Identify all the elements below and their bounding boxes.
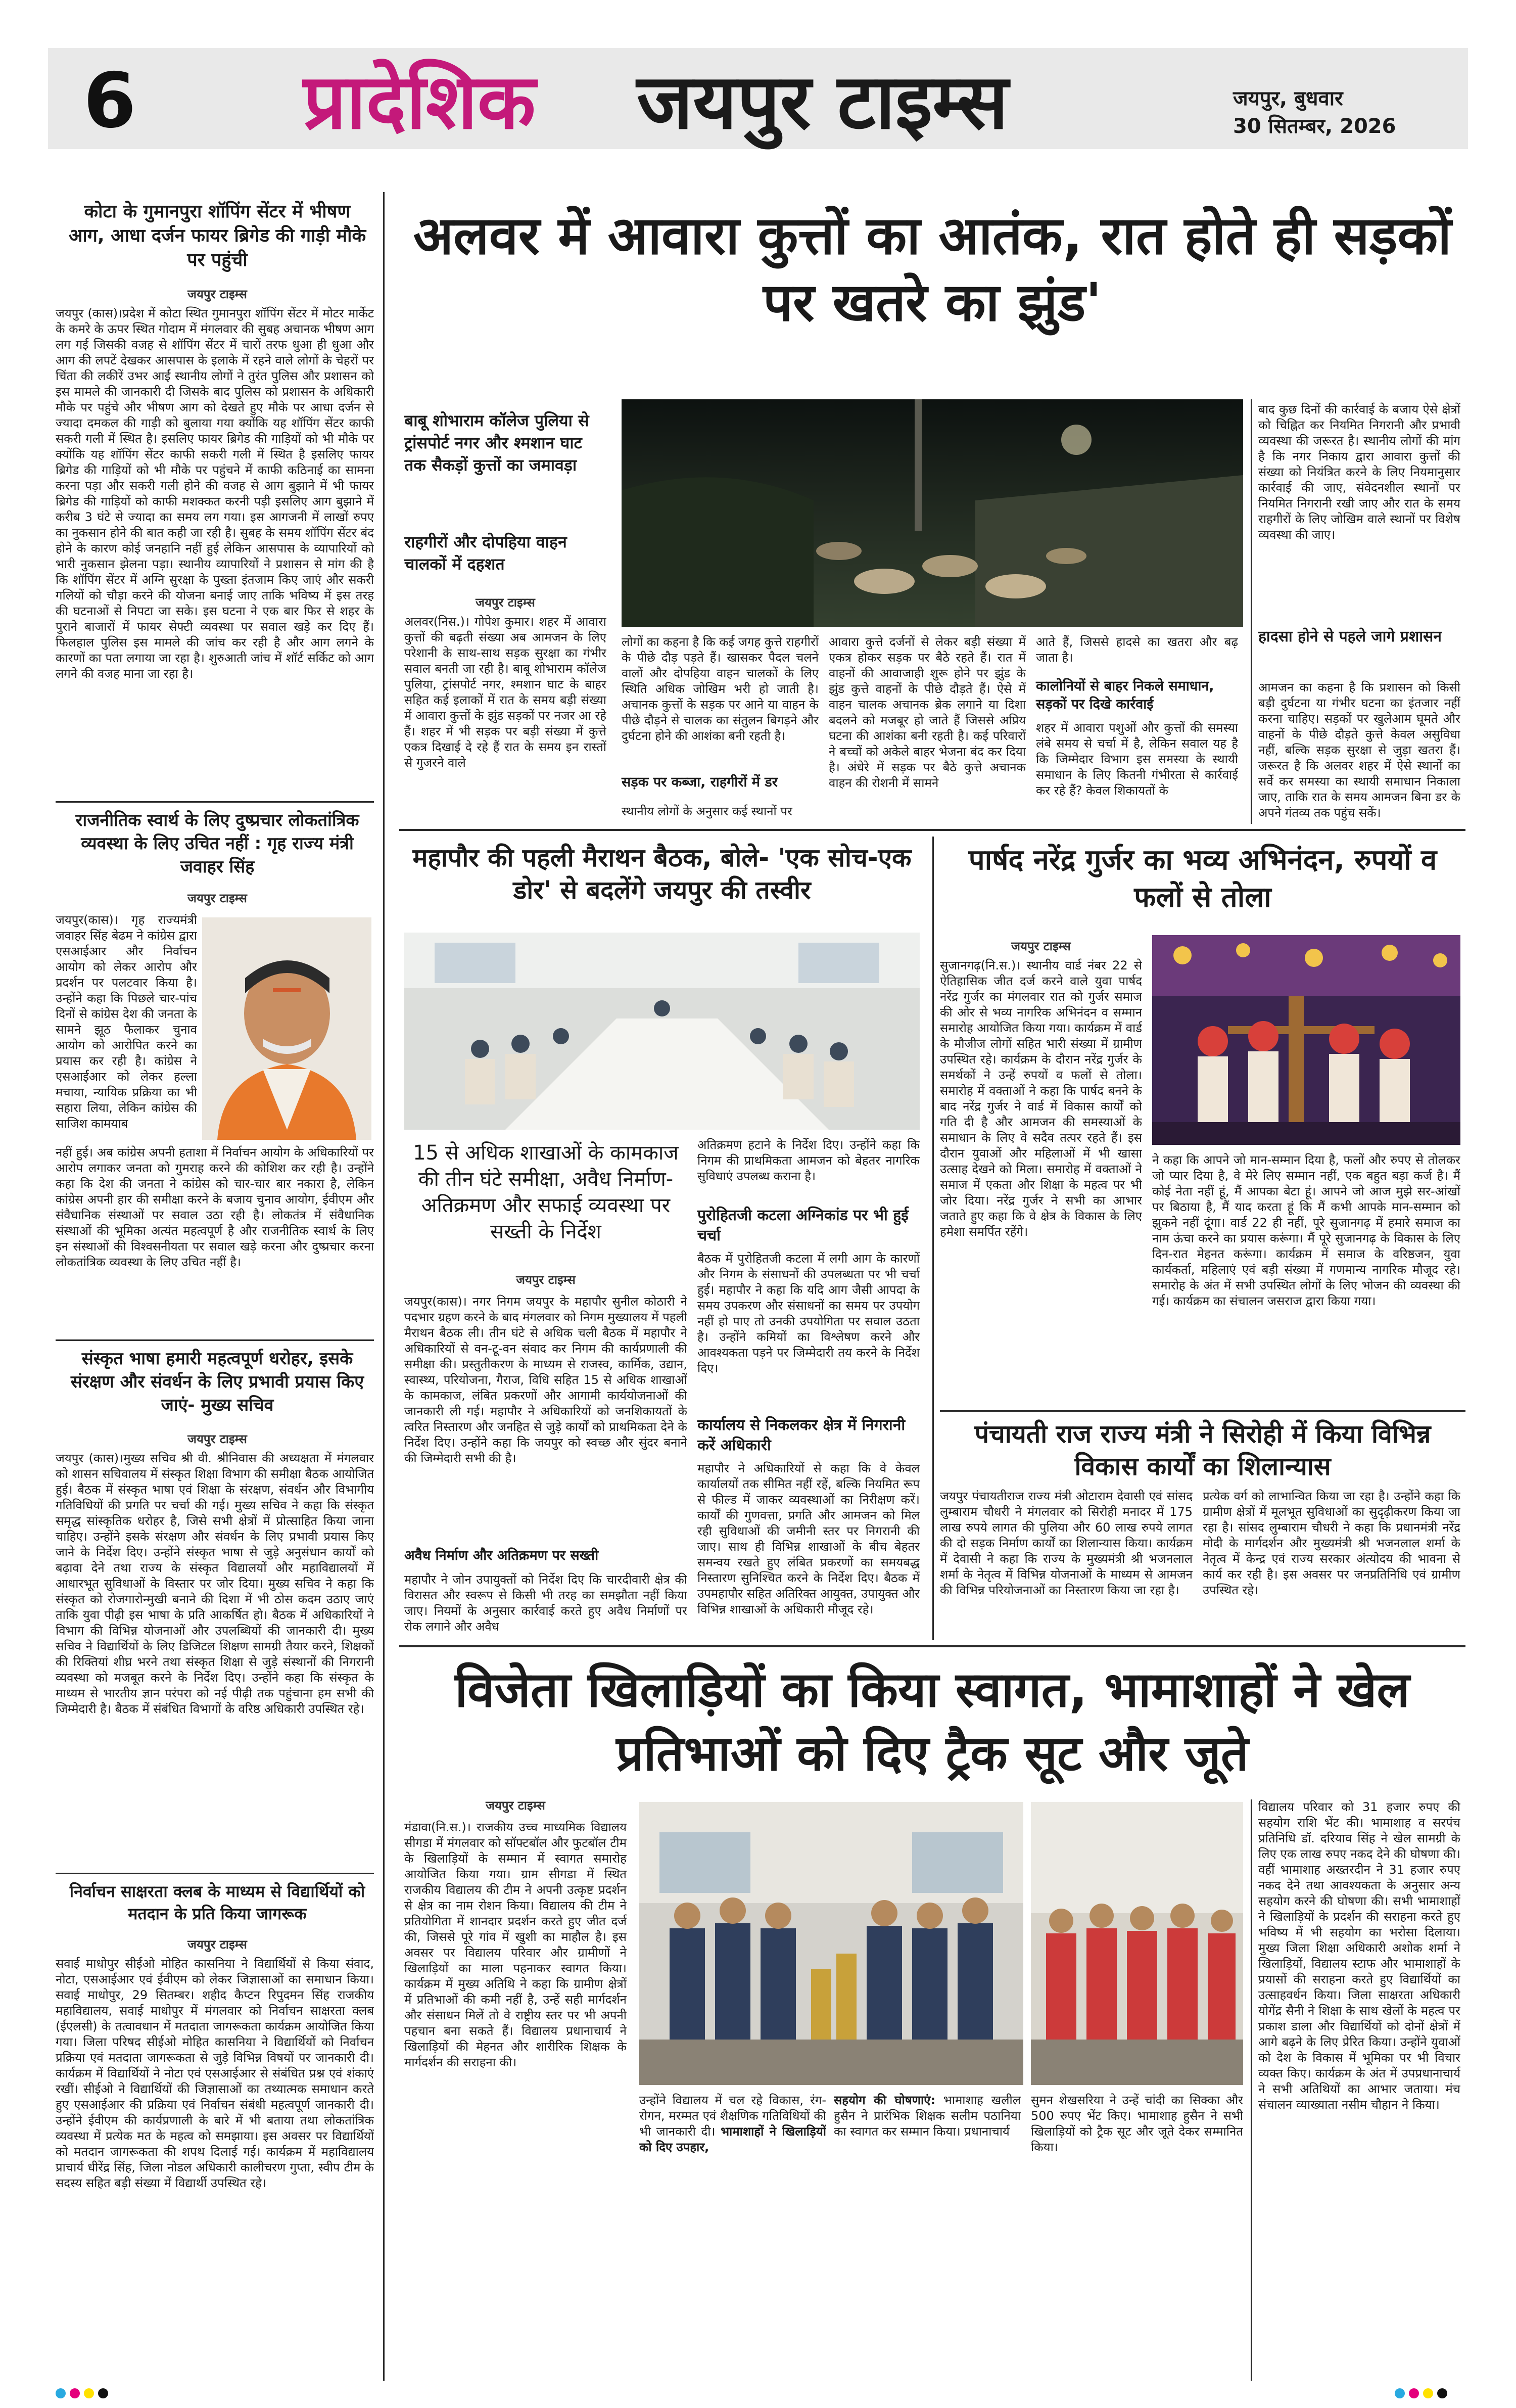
vijeta-headline: विजेता खिलाड़ियों का किया स्वागत, भामाशाहों ने खेल प्रतिभाओं को दिए ट्रैक सूट और जूते — [455, 1661, 1410, 1782]
divider — [940, 1410, 1465, 1412]
sanskrit-body: जयपुर (कास)।मुख्य सचिव श्री वी. श्रीनिवास की अध्यक्षता में मंगलवार को शासन सचिवालय में संस्कृत शिक्षा विभाग की समीक्षा बैठक आयोजित हुई। बैठक में संस्कृत भाषा एवं शिक्षा के संरक्षण, संवर्धन और विभागीय गतिविधियों की प्रगति पर चर्चा की गई। मुख्य सचिव ने कहा कि संस्कृत समृद्ध सांस्कृतिक धरोहर है, जिसे सभी क्षेत्रों में प्रोत्साहित किया जाना चाहिए। उन्होंने इसके संरक्षण और संवर्धन के लिए प्रभावी प्रयास किए जाने के निर्देश दिए। उन्होंने संस्कृत भाषा से जुड़े अनुसंधान कार्यों को बढ़ावा देने तथा राज्य के संस्कृत विद्यालयों और महाविद्यालयों में आधारभूत सुविधाओं के विस्तार पर जोर दिया। मुख्य सचिव ने कहा कि संस्कृत को रोजगारोन्मुखी बनाने की दिशा में भी ठोस कदम उठाए जाएं ताकि युवा पीढ़ी इस भाषा के प्रति आकर्षित हो। बैठक में अधिकारियों ने विभाग की विभिन्न योजनाओं और उपलब्धियों की जानकारी दी। मुख्य सचिव ने विद्यार्थियों के लिए डिजिटल शिक्षण सामग्री तैयार करने, शिक्षकों की रिक्तियां शीघ्र भरने तथा संस्कृत शिक्षा से जुड़े संस्थानों की निगरानी व्यवस्था को मजबूत करने के निर्देश दिए। उन्होंने कहा कि संस्कृत के माध्यम से भारतीय ज्ञान परंपरा को नई पीढ़ी तक पहुंचाना हम सभी की जिम्मेदारी है। बैठक में संबंधित विभागों के वरिष्ठ अधिकारी उपस्थित रहे। — [56, 1451, 374, 1716]
divider — [56, 1339, 374, 1341]
vijeta-caption-3: सुमन शेखसरिया ने उन्हें चांदी का सिक्का और 500 रुपए भेंट किए। भामाशाह हुसैन ने सभी खिलाड़ियों को ट्रैक सूट और जूते देकर सम्मानित किया। — [1031, 2093, 1243, 2154]
vijeta-caption-2-head: सहयोग की घोषणाएं: — [834, 2093, 936, 2107]
paper-name: जयपुर टाइम्स — [637, 58, 1009, 146]
nirvachan-headline: निर्वाचन साक्षरता क्लब के माध्यम से विद्यार्थियों को मतदान के प्रति किया जागरूक — [69, 1882, 365, 1923]
mayor-subhead: 15 से अधिक शाखाओं के कामकाज की तीन घंटे समीक्षा, अवैध निर्माण-अतिक्रमण और सफाई व्यवस्था पर सख्ती के निर्देश — [413, 1141, 679, 1243]
mayor-byline: जयपुर टाइम्स — [516, 1273, 576, 1287]
kota-headline: कोटा के गुमानपुरा शॉपिंग सेंटर में भीषण आग, आधा दर्जन फायर ब्रिगेड की गाड़ी मौके पर पहुंची — [68, 201, 366, 270]
section-divider — [399, 1645, 1465, 1647]
minister-photo — [202, 917, 371, 1140]
vijeta-caption-1 — [639, 2093, 826, 2168]
sanskrit-headline: संस्कृत भाषा हमारी महत्वपूर्ण धरोहर, इसके संरक्षण और संवर्धन के लिए प्रभावी प्रयास किए जाएं- मुख्य सचिव — [70, 1349, 364, 1415]
panchayat-col1: जयपुर पंचायतीराज राज्य मंत्री ओटाराम देवासी एवं सांसद लुम्बाराम चौधरी ने मंगलवार को सिरोही मनादर में 175 लाख रुपये लागत की पुलिया और 60 लाख रुपये लागत की दो सड़क निर्माण कार्यों का शिलान्यास किया। कार्यक्रम में देवासी ने कहा कि राज्य के मुख्यमंत्री श्री भजनलाल शर्मा के नेतृत्व में विभिन्न योजनाओं के माध्यम से आमजन की विभिन्न परियोजनाओं का निस्तारण किया जा रहा है। — [940, 1489, 1193, 1597]
players-photo-1 — [639, 1802, 1023, 2085]
alwar-col3: आवारा कुत्ते दर्जनों से लेकर बड़ी संख्या में एकत्र होकर सड़क पर बैठे रहते हैं। रात में वाहनों की आवाजाही शुरू होने पर झुंड के झुंड कुत्ते वाहनों के पीछे दौड़ते हैं। ऐसे में वाहन चालक अचानक ब्रेक लगाने या दिशा बदलने को मजबूर हो जाते हैं जिससे अप्रिय घटना की आशंका बनी रहती है। कई परिवारों ने बच्चों को अकेले बाहर भेजना बंद कर दिया है। अंधेरे में सड़क पर बैठे कुत्ते अचानक वाहन की रोशनी में सामने — [829, 635, 1026, 790]
mayor-col1-end: महापौर ने जोन उपायुक्तों को निर्देश दिए कि चारदीवारी क्षेत्र की विरासत और स्वरूप से किसी भी तरह का समझौता नहीं किया जाए। नियमों के अनुसार कार्रवाई करते हुए अवैध निर्माणों पर रोक लगाने और अवैध — [404, 1572, 687, 1634]
section-title: प्रादेशिक — [303, 58, 536, 146]
mayor-headline: महापौर की पहली मैराथन बैठक, बोले- 'एक सोच-एक डोर' से बदलेंगे जयपुर की तस्वीर — [412, 843, 912, 905]
players-photo-2 — [1031, 1802, 1243, 2085]
jawahar-body-side: जयपुर(कास)। गृह राज्यमंत्री जवाहर सिंह बेढम ने कांग्रेस द्वारा एसआईआर और निर्वाचन आयोग को लेकर आरोप और प्रदर्शन पर पलटवार किया है। उन्होंने कहा कि पिछले चार-पांच दिनों से कांग्रेस देश की जनता के सामने झूठ फैलाकर चुनाव आयोग को आरोपित करने का प्रयास कर रही है। कांग्रेस ने एसआईआर को लेकर हल्ला मचाया, न्यायिक प्रक्रिया का भी सहारा लिया, लेकिन कांग्रेस की साजिश कामयाब — [56, 913, 197, 1131]
alwar-col2-subhead: सड़क पर कब्जा, राहगीरों में डर — [622, 774, 778, 790]
alwar-col2-end: स्थानीय लोगों के अनुसार कई स्थानों पर — [622, 804, 792, 818]
panchayat-col2: प्रत्येक वर्ग को लाभान्वित किया जा रहा है। उन्होंने कहा कि ग्रामीण क्षेत्रों में मूलभूत सुविधाओं का सुदृढ़ीकरण किया जा रहा है। सांसद लुम्बाराम चौधरी ने कहा कि प्रधानमंत्री नरेंद्र मोदी के मार्गदर्शन और मुख्यमंत्री श्री भजनलाल शर्मा के नेतृत्व में केन्द्र एवं राज्य सरकार अंत्योदय की भावना से कार्य कर रही है। इस अवसर पर जनप्रतिनिधि एवं ग्रामीण उपस्थित रहे। — [1203, 1489, 1460, 1597]
felicitation-photo — [1152, 935, 1460, 1145]
alwar-subhead-2: राहगीरों और दोपहिया वाहन चालकों में दहशत — [404, 532, 567, 574]
jawahar-headline: राजनीतिक स्वार्थ के लिए दुष्प्रचार लोकतांत्रिक व्यवस्था के लिए उचित नहीं : गृह राज्य मंत्री जवाहर सिंह — [75, 810, 359, 877]
column-divider — [1251, 1799, 1252, 2381]
divider — [56, 1873, 374, 1874]
alwar-col5: बाद कुछ दिनों की कार्रवाई के बजाय ऐसे क्षेत्रों को चिह्नित कर नियमित निगरानी और प्रभावी व्यवस्था की जरूरत है। स्थानीय लोगों की मांग है कि नगर निकाय द्वारा आवारा कुत्तों की संख्या को नियंत्रित करने के लिए नियमानुसार कार्रवाई की जाए, संवेदनशील स्थानों पर नियमित निगरानी रखी जाए और रात के समय राहगीरों के लिए जोखिम वाले स्थानों पर विशेष व्यवस्था की जाए। — [1258, 402, 1460, 542]
vijeta-caption-2 — [834, 2093, 1021, 2168]
column-divider — [1251, 399, 1252, 824]
header-date: 30 सितम्बर, 2026 — [1233, 115, 1396, 138]
mayor-col2-body-2: महापौर ने अधिकारियों से कहा कि वे केवल कार्यालयों तक सीमित नहीं रहें, बल्कि नियमित रूप से फील्ड में जाकर व्यवस्थाओं का निरीक्षण करें। कार्यों की गुणवत्ता, प्रगति और आमजन को मिल रही सुविधाओं की जमीनी स्तर पर निगरानी की जाए। साथ ही विभिन्न शाखाओं के बीच बेहतर समन्वय रखते हुए लंबित प्रकरणों का समयबद्ध निस्तारण सुनिश्चित करने के निर्देश दिए। बैठक में उपमहापौर सहित अतिरिक्त आयुक्त, उपायुक्त और विभिन्न शाखाओं के अधिकारी मौजूद रहे। — [697, 1461, 920, 1616]
alwar-headline: अलवर में आवारा कुत्तों का आतंक, रात होते ही सड़कों पर खतरे का झुंड' — [413, 205, 1452, 333]
mayor-col1: जयपुर(कास)। नगर निगम जयपुर के महापौर सुनील कोठारी ने पदभार ग्रहण करने के बाद मंगलवार को निगम मुख्यालय में पहली मैराथन बैठक ली। तीन घंटे से अधिक चली बैठक में महापौर ने अधिकारियों से वन-टू-वन संवाद कर निगम की कार्यप्रणाली की समीक्षा की। प्रस्तुतीकरण के माध्यम से राजस्व, कार्मिक, उद्यान, स्वास्थ्य, परियोजना, गैराज, विधि सहित 15 से अधिक शाखाओं के कामकाज, लंबित प्रकरणों और आगामी कार्ययोजनाओं की जानकारी ली गई। महापौर ने अधिकारियों को जनशिकायतों के त्वरित निस्तारण और जनहित से जुड़े कार्यों को प्राथमिकता देने के निर्देश दिए। उन्होंने कहा कि जयपुर को स्वच्छ और सुंदर बनाने की जिम्मेदारी सभी की है। — [404, 1294, 687, 1465]
parshad-byline: जयपुर टाइम्स — [1011, 939, 1071, 953]
vijeta-col5: विद्यालय परिवार को 31 हजार रुपए की सहयोग राशि भेंट की। भामाशाह व सरपंच प्रतिनिधि डॉ. दरियाव सिंह ने खेल सामग्री के लिए एक लाख रुपए नकद देने की घोषणा की। वहीं भामाशाह अख्तरदीन ने 31 हजार रुपए नकद देने तथा आवश्यकता के अनुसार अन्य सहयोग करने की घोषणा की। सभी भामाशाहों ने खिलाड़ियों के प्रदर्शन की सराहना करते हुए भविष्य में भी सहयोग का भरोसा दिलाया। मुख्य जिला शिक्षा अधिकारी अशोक शर्मा ने खिलाड़ियों, विद्यालय स्टाफ और भामाशाहों के प्रयासों की सराहना करते हुए विद्यार्थियों का उत्साहवर्धन किया। जिला साक्षरता अधिकारी योगेंद्र सैनी ने शिक्षा के साथ खेलों के महत्व पर प्रकाश डाला और विद्यार्थियों को दोनों क्षेत्रों में आगे बढ़ने के लिए प्रेरित किया। उन्होंने युवाओं को देश के विकास में भूमिका पर भी विचार व्यक्त किए। कार्यक्रम के अंत में उपप्रधानाचार्य ने सभी अतिथियों का आभार जताया। मंच संचालन व्याख्याता नसीम चौहान ने किया। — [1258, 1800, 1460, 2112]
alwar-col5-subhead: हादसा होने से पहले जागे प्रशासन — [1258, 628, 1442, 645]
alwar-col1: अलवर(निस.)। गोपेश कुमार। शहर में आवारा कुत्तों की बढ़ती संख्या अब आमजन के लिए परेशानी के साथ-साथ सड़क सुरक्षा का गंभीर सवाल बनती जा रही है। बाबू शोभाराम कॉलेज पुलिया, ट्रांसपोर्ट नगर, श्मशान घाट के बाहर सहित कई इलाकों में रात के समय बड़ी संख्या में आवारा कुत्तों के झुंड सड़कों पर नजर आ रहे हैं। शहर में भी सड़क पर बड़ी संख्या में कुत्ते एकत्र दिखाई दे रहे हैं रात के समय इन रास्तों से गुजरने वाले — [404, 615, 606, 770]
page-number: 6 — [83, 57, 136, 145]
kota-byline: जयपुर टाइम्स — [187, 287, 247, 301]
section-divider — [399, 829, 1465, 831]
alwar-col4-subhead: कालोनियों से बाहर निकले समाधान, सड़कों पर दिखे कार्रवाई — [1036, 678, 1214, 712]
mayor-col2-subhead-2: कार्यालय से निकलकर क्षेत्र में निगरानी करें अधिकारी — [697, 1416, 906, 1454]
nirvachan-byline: जयपुर टाइम्स — [187, 1937, 247, 1952]
parshad-col1: सुजानगढ़(नि.स.)। स्थानीय वार्ड नंबर 22 से ऐतिहासिक जीत दर्ज करने वाले युवा पार्षद नरेंद्र गुर्जर का मंगलवार रात को गुर्जर समाज की ओर से भव्य नागरिक अभिनंदन व सम्मान समारोह आयोजित किया गया। कार्यक्रम में वार्ड के मौजीज लोगों सहित भारी संख्या में ग्रामीण उपस्थित रहे। कार्यक्रम के दौरान नरेंद्र गुर्जर के समर्थकों ने उन्हें रुपयों व फलों से तोला। समारोह में वक्ताओं ने कहा कि पार्षद बनने के बाद नरेंद्र गुर्जर ने वार्ड में विकास कार्यों को गति दी है और आमजन की समस्याओं के समाधान के लिए वे सदैव तत्पर रहते हैं। इस दौरान युवाओं और महिलाओं में भी खासा उत्साह देखने को मिला। समारोह में वक्ताओं ने समाज में एकता और शिक्षा के महत्व पर भी जोर दिया। नरेंद्र गुर्जर ने सभी का आभार जताते हुए कहा कि वे क्षेत्र के विकास के लिए हमेशा समर्पित रहेंगे। — [940, 958, 1142, 1239]
jawahar-body: नहीं हुई। अब कांग्रेस अपनी हताशा में निर्वाचन आयोग के अधिकारियों पर आरोप लगाकर जनता को गुमराह करने की कोशिश कर रही है। उन्होंने कहा कि देश की जनता ने कांग्रेस को चार-चार बार नकारा है, लेकिन कांग्रेस अपनी हार की समीक्षा करने के बजाय चुनाव आयोग, ईवीएम और संवैधानिक संस्थाओं पर सवाल उठा रही है। लोकतंत्र में संवैधानिक संस्थाओं की भूमिका अत्यंत महत्वपूर्ण है और राजनीतिक स्वार्थ के लिए इन संस्थाओं की विश्वसनीयता पर सवाल खड़े करना और दुष्प्रचार करना लोकतांत्रिक व्यवस्था के लिए उचित नहीं है। — [56, 1145, 374, 1269]
meeting-photo — [404, 933, 920, 1130]
alwar-subhead-1: बाबू शोभाराम कॉलेज पुलिया से ट्रांसपोर्ट नगर और श्मशान घाट तक सैकड़ों कुत्तों का जमावड़ा — [404, 411, 589, 475]
sanskrit-byline: जयपुर टाइम्स — [187, 1432, 247, 1446]
alwar-col2: लोगों का कहना है कि कई जगह कुत्ते राहगीरों के पीछे दौड़ पड़ते हैं। खासकर पैदल चलने वालों और दोपहिया वाहन चालकों के लिए स्थिति अधिक जोखिम भरी हो जाती है। अचानक कुत्तों के सड़क पर आने या वाहन के पीछे दौड़ने से चालक का संतुलन बिगड़ने और दुर्घटना होने की आशंका बनी रहती है। — [622, 635, 819, 743]
mayor-col2-body-1: बैठक में पुरोहितजी कटला में लगी आग के कारणों और निगम के संसाधनों की उपलब्धता पर भी चर्चा हुई। महापौर ने कहा कि यदि आग जैसी आपदा के समय उपकरण और संसाधनों का समय पर उपयोग नहीं हो पाए तो उनकी उपयोगिता पर सवाल उठता है। उन्होंने कमियों का विश्लेषण करने और आवश्यकता पड़ने पर जिम्मेदारी तय करने के निर्देश दिए। — [697, 1252, 920, 1375]
vijeta-caption-1-text: उन्होंने विद्यालय में चल रहे विकास, रंग-रोगन, मरम्मत एवं शैक्षणिक गतिविधियों की भी जानकारी दी। — [639, 2093, 826, 2139]
print-color-marks-right — [1395, 2388, 1496, 2400]
alwar-byline: जयपुर टाइम्स — [476, 595, 535, 610]
alwar-col4: आते हैं, जिससे हादसे का खतरा और बढ़ जाता है। — [1036, 635, 1238, 665]
parshad-headline: पार्षद नरेंद्र गुर्जर का भव्य अभिनंदन, रुपयों व फलों से तोला — [968, 844, 1437, 914]
vijeta-col1: मंडावा(नि.स.)। राजकीय उच्च माध्यमिक विद्यालय सीगडा में मंगलवार को सॉफ्टबॉल और फुटबॉल टीम के खिलाड़ियों के सम्मान में स्वागत समारोह आयोजित किया गया। ग्राम सीगडा में स्थित राजकीय विद्यालय की टीम ने अपनी उत्कृष्ट प्रदर्शन से क्षेत्र का नाम रोशन किया। विद्यालय की टीम ने प्रतियोगिता में शानदार प्रदर्शन करते हुए जीत दर्ज की, जिससे पूरे गांव में खुशी का माहौल है। इस अवसर पर विद्यालय परिवार और ग्रामीणों ने खिलाड़ियों का माला पहनाकर स्वागत किया। कार्यक्रम में मुख्य अतिथि ने कहा कि ग्रामीण क्षेत्रों में प्रतिभाओं की कमी नहीं है, उन्हें सही मार्गदर्शन और संसाधन मिलें तो वे राष्ट्रीय स्तर पर भी अपनी पहचान बना सकते हैं। विद्यालय प्रधानाचार्य ने खिलाड़ियों की मेहनत और शारीरिक शिक्षक के मार्गदर्शन की सराहना की। — [404, 1820, 627, 2069]
print-color-marks — [56, 2388, 258, 2400]
kota-body: जयपुर (कास)।प्रदेश में कोटा स्थित गुमानपुरा शॉपिंग सेंटर में मोटर मार्केट के कमरे के ऊपर स्थित गोदाम में मंगलवार की सुबह अचानक भीषण आग लग गई जिसकी वजह से शॉपिंग सेंटर में चारों तरफ धुआ ही धुआ और आग की लपटें देखकर आसपास के इलाके में रहने वाले लोगों के चेहरों पर चिंता की लकीरें उभर आईं स्थानीय लोगों ने तुरंत पुलिस और प्रशासन को इस मामले की जानकारी दी जिसके बाद पुलिस को प्रशासन के अधिकारी मौके पर पहुंचे और भीषण आग को देखते हुए मौके पर आधा दर्जन से ज्यादा दमकल की गाड़ी को बुलाया गया क्योंकि यह शॉपिंग सेंटर काफी सकरी गली में स्थित है। इसलिए फायर ब्रिगेड की गाड़ियों को भी मौके पर क्योंकि यह शॉपिंग सेंटर काफी सकरी गली में स्थित है इसलिए फायर ब्रिगेड की गाड़ियों को भी मौके पर पहुंचने में काफी कठिनाई का सामना करना पड़ा और सकरी गली होने की वजह से आग बुझाने में भी फायर ब्रिगेड की गाड़ियों को काफी मशक्कत करनी पड़ी इसलिए आग बुझाने में करीब 3 घंटे से ज्यादा का समय लग गया। इस आगजनी में लाखों रुपए का नुकसान होने की बात कही जा रही है। सुबह के समय शॉपिंग सेंटर बंद होने के कारण कोई जनहानि नहीं हुई लेकिन आसपास के व्यापारियों को भारी नुकसान झेलना पड़ा। स्थानीय व्यापारियों ने प्रशासन से मांग की है कि शॉपिंग सेंटर में अग्नि सुरक्षा के पुख्ता इंतजाम किए जाएं और सकरी गलियों को चौड़ा करने की योजना बनाई जाए ताकि भविष्य में इस तरह की घटनाओं से निपटा जा सके। इस घटना ने एक बार फिर से शहर के पुराने बाजारों में फायर सेफ्टी व्यवस्था पर सवाल खड़े कर दिए हैं। फिलहाल पुलिस इस मामले की जांच कर रही है और आग लगने के कारणों का पता लगाया जा रहा है। शुरुआती जांच में शॉर्ट सर्किट को आग लगने की वजह माना जा रहा है। — [56, 306, 374, 681]
alwar-col4-body: शहर में आवारा पशुओं और कुत्तों की समस्या लंबे समय से चर्चा में है, लेकिन सवाल यह है कि जिम्मेदार विभाग इस समस्या के स्थायी समाधान के लिए कितनी गंभीरता से कार्रवाई कर रहे हैं? केवल शिकायतों के — [1036, 721, 1238, 798]
column-divider — [932, 837, 934, 1640]
mayor-col2: अतिक्रमण हटाने के निर्देश दिए। उन्होंने कहा कि निगम की प्राथमिकता आमजन को बेहतर नागरिक सुविधाएं उपलब्ध कराना है। — [697, 1138, 920, 1183]
mayor-col2-subhead-1: पुरोहितजी कटला अग्निकांड पर भी हुई चर्चा — [697, 1207, 909, 1244]
vijeta-caption-1-bold: भामाशाहों ने खिलाड़ियों को दिए उपहार, — [639, 2124, 826, 2154]
stray-dogs-photo — [622, 399, 1243, 627]
vijeta-caption-2-text: भामाशाह खलील हुसैन ने प्रारंभिक शिक्षक सलीम पठानिया का स्वागत कर सम्मान किया। प्रधानाचार्य — [834, 2093, 1021, 2139]
header-city-day: जयपुर, बुधवार — [1233, 87, 1343, 110]
mayor-col1-subhead: अवैध निर्माण और अतिक्रमण पर सख्ती — [404, 1548, 599, 1563]
panchayat-headline: पंचायती राज राज्य मंत्री ने सिरोही में किया विभिन्न विकास कार्यों का शिलान्यास — [974, 1419, 1431, 1481]
vijeta-byline: जयपुर टाइम्स — [486, 1798, 545, 1813]
left-column-divider — [383, 192, 385, 2381]
divider — [56, 801, 374, 803]
nirvachan-body: सवाई माधोपुर सीईओ मोहित कासनिया ने विद्यार्थियों से किया संवाद, नोटा, एसआईआर एवं ईवीएम को लेकर जिज्ञासाओं का समाधान किया। सवाई माधोपुर, 29 सितम्बर। शहीद कैप्टन रिपुदमन सिंह राजकीय महाविद्यालय, सवाई माधोपुर में मंगलवार को निर्वाचन साक्षरता क्लब (ईएलसी) के तत्वावधान में मतदाता जागरूकता कार्यक्रम आयोजित किया गया। जिला परिषद सीईओ मोहित कासनिया ने विद्यार्थियों को निर्वाचन प्रक्रिया एवं मतदाता जागरूकता से जुड़े विभिन्न विषयों पर जानकारी दी। कार्यक्रम में विद्यार्थियों ने नोटा एवं एसआईआर से संबंधित प्रश्न एवं शंकाएं रखीं। सीईओ ने विद्यार्थियों की जिज्ञासाओं का तथ्यात्मक समाधान करते हुए एसआईआर की प्रक्रिया एवं निर्वाचन संबंधी महत्वपूर्ण जानकारी दी। उन्होंने ईवीएम की कार्यप्रणाली के बारे में भी बताया तथा लोकतांत्रिक व्यवस्था में प्रत्येक मत के महत्व को समझाया। इस अवसर पर विद्यार्थियों को मतदान जागरूकता की शपथ दिलाई गई। कार्यक्रम में महाविद्यालय प्राचार्य धीरेंद्र सिंह, जिला नोडल अधिकारी कालीचरण गुप्ता, स्वीप टीम के सदस्य सहित बड़ी संख्या में विद्यार्थी उपस्थित रहे। — [56, 1957, 374, 2190]
alwar-col5-body: आमजन का कहना है कि प्रशासन को किसी बड़ी दुर्घटना या गंभीर घटना का इंतजार नहीं करना चाहिए। सड़कों पर खुलेआम घूमते और वाहनों के पीछे दौड़ते कुत्ते केवल असुविधा नहीं, बल्कि सड़क सुरक्षा से जुड़ा खतरा हैं। जरूरत है कि अलवर शहर में ऐसे स्थानों का सर्वे कर समस्या का स्थायी समाधान निकाला जाए, ताकि रात के समय आमजन बिना डर के अपने गंतव्य तक पहुंच सकें। — [1258, 680, 1460, 820]
parshad-col2: ने कहा कि आपने जो मान-सम्मान दिया है, फलों और रुपए से तोलकर जो प्यार दिया है, वे मेरे लिए सम्मान नहीं, एक बहुत बड़ा कर्ज है। मैं कोई नेता नहीं हूं, मैं आपका बेटा हूं। आपने जो आज मुझे सर-आंखों पर बिठाया है, मैं याद करता हूं कि मैं कभी आपके मान-सम्मान को झुकने नहीं दूंगा। वार्ड 22 ही नहीं, पूरे सुजानगढ़ में हमारे समाज का नाम ऊंचा करने का प्रयास करूंगा। मैं पूरे सुजानगढ़ के विकास के लिए दिन-रात मेहनत करूंगा। कार्यक्रम में समाज के वरिष्ठजन, युवा कार्यकर्ता, महिलाएं एवं बड़ी संख्या में गणमान्य नागरिक मौजूद रहे। समारोह के अंत में सभी उपस्थित लोगों के लिए भोजन की व्यवस्था की गई। कार्यक्रम का संचालन जसराज द्वारा किया गया। — [1152, 1153, 1460, 1308]
jawahar-byline: जयपुर टाइम्स — [187, 891, 247, 905]
